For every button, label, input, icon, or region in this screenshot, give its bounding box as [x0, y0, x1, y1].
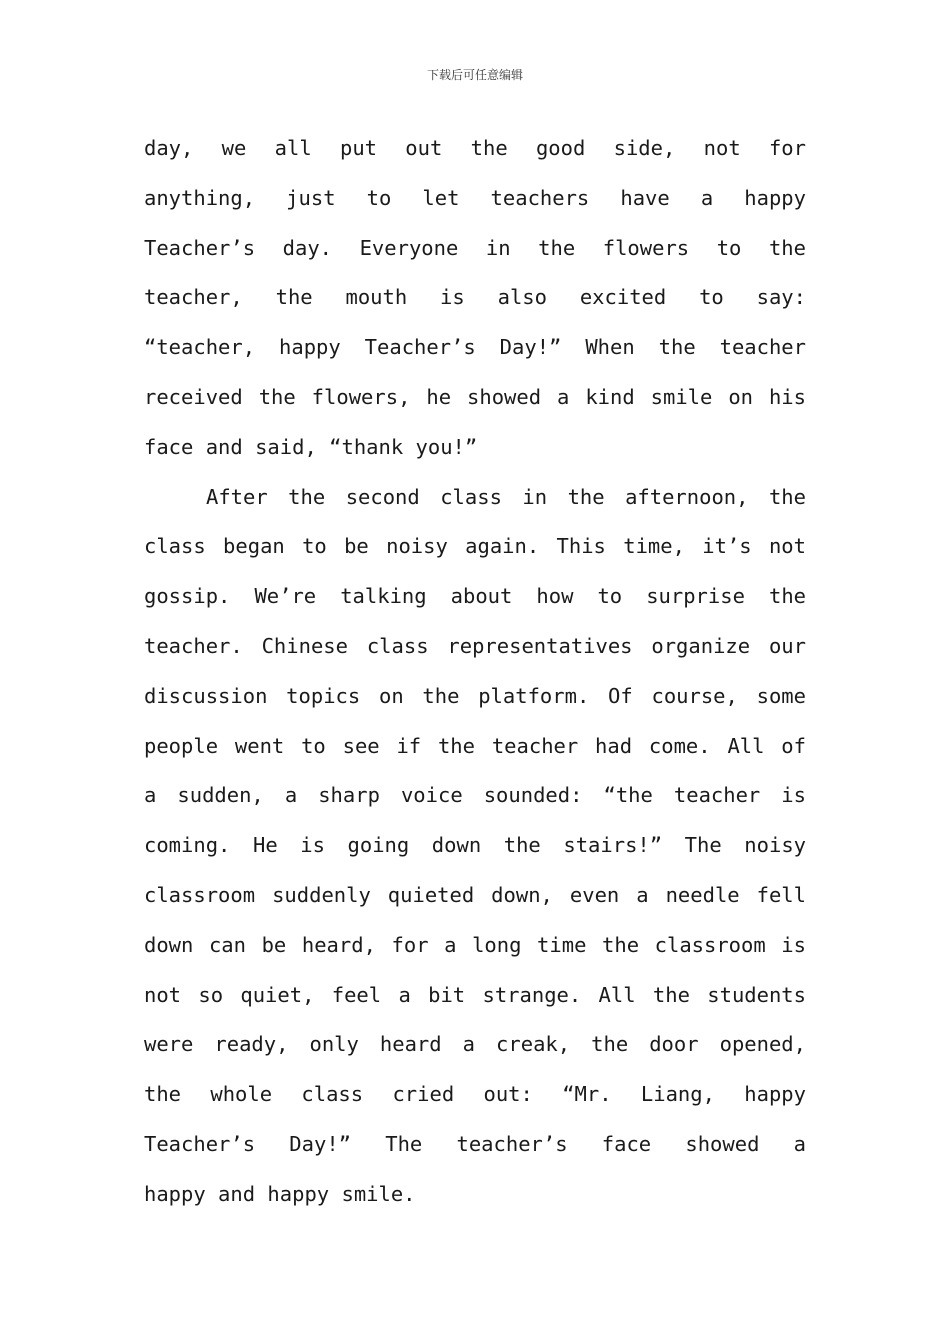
text-line: Teacher’s day. Everyone in the flowers to the	[144, 235, 806, 260]
text-line: not so quiet, feel a bit strange. All the students	[144, 982, 806, 1007]
text-line: the whole class cried out: “Mr. Liang, happy	[144, 1082, 806, 1107]
text-line: classroom suddenly quieted down, even a needle fell	[144, 882, 806, 907]
paragraph	[144, 473, 806, 1220]
page-header-note: 下载后可任意编辑	[426, 68, 523, 82]
text-line: coming. He is going down the stairs!” The noisy	[144, 833, 806, 858]
text-line: class began to be noisy again. This time, it’s not	[144, 534, 806, 559]
text-line: anything, just to let teachers have a happy	[144, 185, 806, 210]
text-line: day, we all put out the good side, not for	[144, 136, 806, 160]
text-line: received the flowers, he showed a kind smile on his	[144, 384, 806, 409]
text-line: teacher, the mouth is also excited to say:	[144, 285, 806, 310]
text-line: people went to see if the teacher had come. All of	[144, 733, 806, 758]
text-line: “teacher, happy Teacher’s Day!” When the teacher	[144, 335, 806, 360]
text-line: After the second class in the afternoon, the	[206, 484, 806, 509]
text-line: face and said, “thank you!”	[144, 434, 478, 459]
paragraph	[144, 124, 806, 473]
text-line: were ready, only heard a creak, the door opened,	[144, 1032, 806, 1057]
text-line: gossip. We’re talking about how to surprise the	[144, 584, 806, 609]
text-line: happy and happy smile.	[144, 1181, 416, 1206]
text-line: Teacher’s Day!” The teacher’s face showed a	[144, 1131, 806, 1156]
text-line: a sudden, a sharp voice sounded: “the teacher is	[144, 783, 806, 808]
text-line: discussion topics on the platform. Of course, some	[144, 683, 806, 708]
text-line: teacher. Chinese class representatives organize our	[144, 633, 806, 658]
text-line: down can be heard, for a long time the classroom is	[144, 932, 806, 957]
document-body	[144, 124, 806, 1220]
